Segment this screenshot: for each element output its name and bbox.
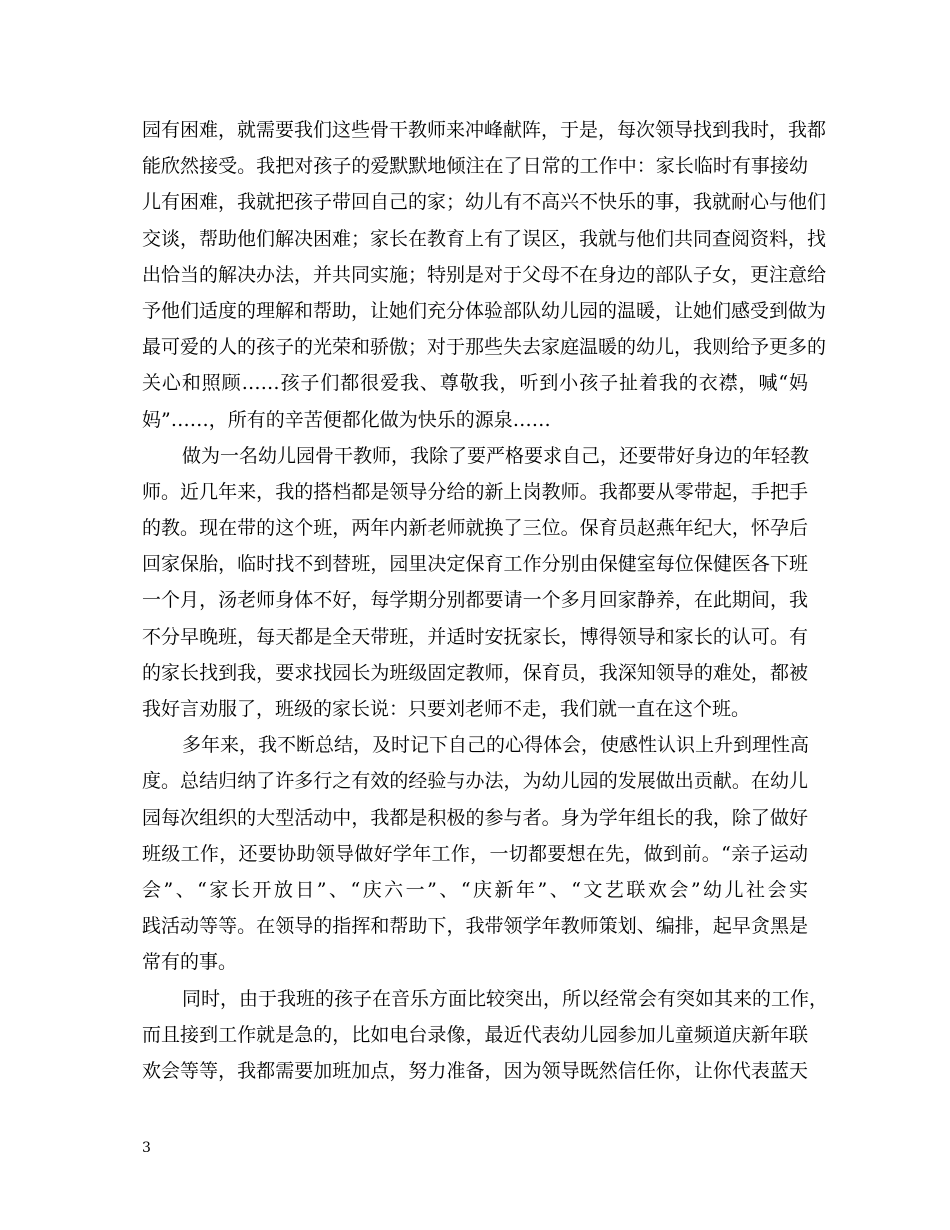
text-line: 常有的事。 (142, 951, 238, 974)
text-line: 不分早晚班，每天都是全天带班，并适时安抚家长，博得领导和家长的认可。有 (142, 625, 808, 648)
paragraph-2 (142, 438, 808, 728)
text-line: 能欣然接受。我把对孩子的爱默默地倾注在了日常的工作中：家长临时有事接幼 (142, 155, 808, 178)
text-line: 关心和照顾……孩子们都很爱我、尊敬我，听到小孩子扯着我的衣襟，喊“妈 (142, 372, 808, 395)
text-line: 出恰当的解决办法，并共同实施；特别是对于父母不在身边的部队子女，更注意给 (142, 263, 827, 286)
text-line: 园每次组织的大型活动中，我都是积极的参与者。身为学年组长的我，除了做好 (142, 806, 808, 829)
text-line: 多年来，我不断总结，及时记下自己的心得体会，使感性认识上升到理性高 (182, 734, 810, 757)
text-line: 做为一名幼儿园骨干教师，我除了要严格要求自己，还要带好身边的年轻教 (182, 444, 810, 467)
paragraph-4 (142, 981, 829, 1090)
document-body (142, 112, 829, 1089)
text-line: 会”、“家长开放日”、“庆六一”、“庆新年”、“文艺联欢会”幼儿社会实 (142, 878, 808, 901)
text-line: 回家保胎，临时找不到替班，园里决定保育工作分别由保健室每位保健医各下班 (142, 553, 808, 576)
page-number: 3 (142, 1140, 151, 1156)
paragraph-3 (142, 727, 808, 980)
text-line: 欢会等等，我都需要加班加点，努力准备，因为领导既然信任你，让你代表蓝天 (142, 1059, 808, 1082)
text-line: 的教。现在带的这个班，两年内新老师就换了三位。保育员赵燕年纪大，怀孕后 (142, 517, 808, 540)
text-line: 儿有困难，我就把孩子带回自己的家；幼儿有不高兴不快乐的事，我就耐心与他们 (142, 191, 827, 214)
text-line: 园有困难，就需要我们这些骨干教师来冲峰献阵，于是，每次领导找到我时，我都 (142, 119, 827, 141)
text-line: 最可爱的人的孩子的光荣和骄傲；对于那些失去家庭温暖的幼儿，我则给予更多的 (142, 336, 827, 359)
text-line: 妈”……，所有的辛苦便都化做为快乐的源泉…… (142, 408, 551, 431)
text-line: 同时，由于我班的孩子在音乐方面比较突出，所以经常会有突如其来的工作， (182, 987, 829, 1010)
text-line: 予他们适度的理解和帮助，让她们充分体验部队幼儿园的温暖，让她们感受到做为 (142, 299, 827, 322)
text-line: 的家长找到我，要求找园长为班级固定教师，保育员，我深知领导的难处，都被 (142, 661, 808, 684)
text-line: 交谈，帮助他们解决困难；家长在教育上有了误区，我就与他们共同查阅资料，找 (142, 227, 827, 250)
text-line: 我好言劝服了，班级的家长说：只要刘老师不走，我们就一直在这个班。 (142, 698, 751, 720)
text-line: 践活动等等。在领导的指挥和帮助下，我带领学年教师策划、编排，起早贪黑是 (142, 915, 808, 938)
text-line: 而且接到工作就是急的，比如电台录像，最近代表幼儿园参加儿童频道庆新年联 (142, 1023, 808, 1046)
text-line: 班级工作，还要协助领导做好学年工作，一切都要想在先，做到前。“亲子运动 (142, 842, 808, 865)
text-line: 师。近几年来，我的搭档都是领导分给的新上岗教师。我都要从零带起，手把手 (142, 480, 808, 503)
text-line: 一个月，汤老师身体不好，每学期分别都要请一个多月回家静养，在此期间，我 (142, 589, 808, 612)
paragraph-1 (142, 112, 827, 438)
text-line: 度。总结归纳了许多行之有效的经验与办法，为幼儿园的发展做出贡献。在幼儿 (142, 770, 808, 793)
